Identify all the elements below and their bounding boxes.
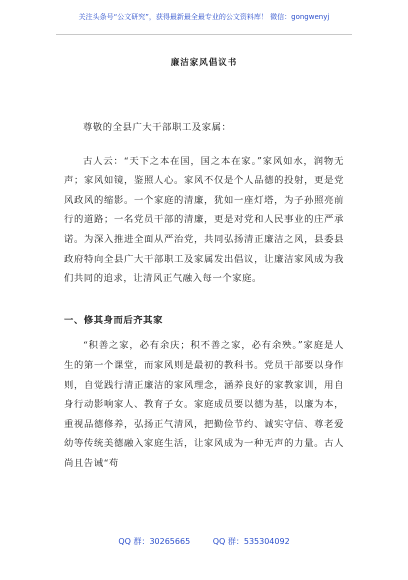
header-divider xyxy=(56,34,352,35)
footer-contact xyxy=(0,536,408,547)
section-paragraph: “积善之家，必有余庆；积不善之家，必有余殃。”家庭是人生的第一个课堂，而家风则是最初的教科书。党员干部要以身作则，自觉践行清正廉洁的家风理念，涵养良好的家教家训，用自身行动影响家人、教育子女。家庭成员要以德为基，以廉为本，重视品德修养，弘扬正气清风，把勤俭节约、诚实守信、尊老爱幼等传统美德融入家庭生活，让家风成为一种无声的力量。古人尚且告诫“苟 xyxy=(64,340,344,469)
section-heading: 一、修其身而后齐其家 xyxy=(64,314,163,326)
footer-qq-group-2: QQ 群：535304092 xyxy=(212,537,290,546)
footer-qq-group-1: QQ 群：30265665 xyxy=(118,537,191,546)
salutation: 尊敬的全县广大干部职工及家属： xyxy=(83,122,232,133)
intro-paragraph: 古人云：“天下之本在国，国之本在家。”家风如水，润物无声；家风如镜，鉴照人心。家风不仅是个人品德的投射，更是党风政风的缩影。一个家庭的清廉，犹如一座灯塔，为子孙照亮前行的道路；一名党员干部的清廉，更是对党和人民事业的庄严承诺。为深入推进全面从严治党，共同弘扬清正廉洁之风，县委县政府特向全县广大干部职工及家属发出倡议，让廉洁家风成为我们共同的追求，让清风正气融入每一个家庭。 xyxy=(64,155,344,285)
header-banner: 关注头条号“公文研究”，获得最新最全最专业的公文资料库！ 微信：gongwenyj xyxy=(78,13,330,21)
document-title: 廉洁家风倡议书 xyxy=(170,58,238,68)
document-body xyxy=(64,118,344,474)
